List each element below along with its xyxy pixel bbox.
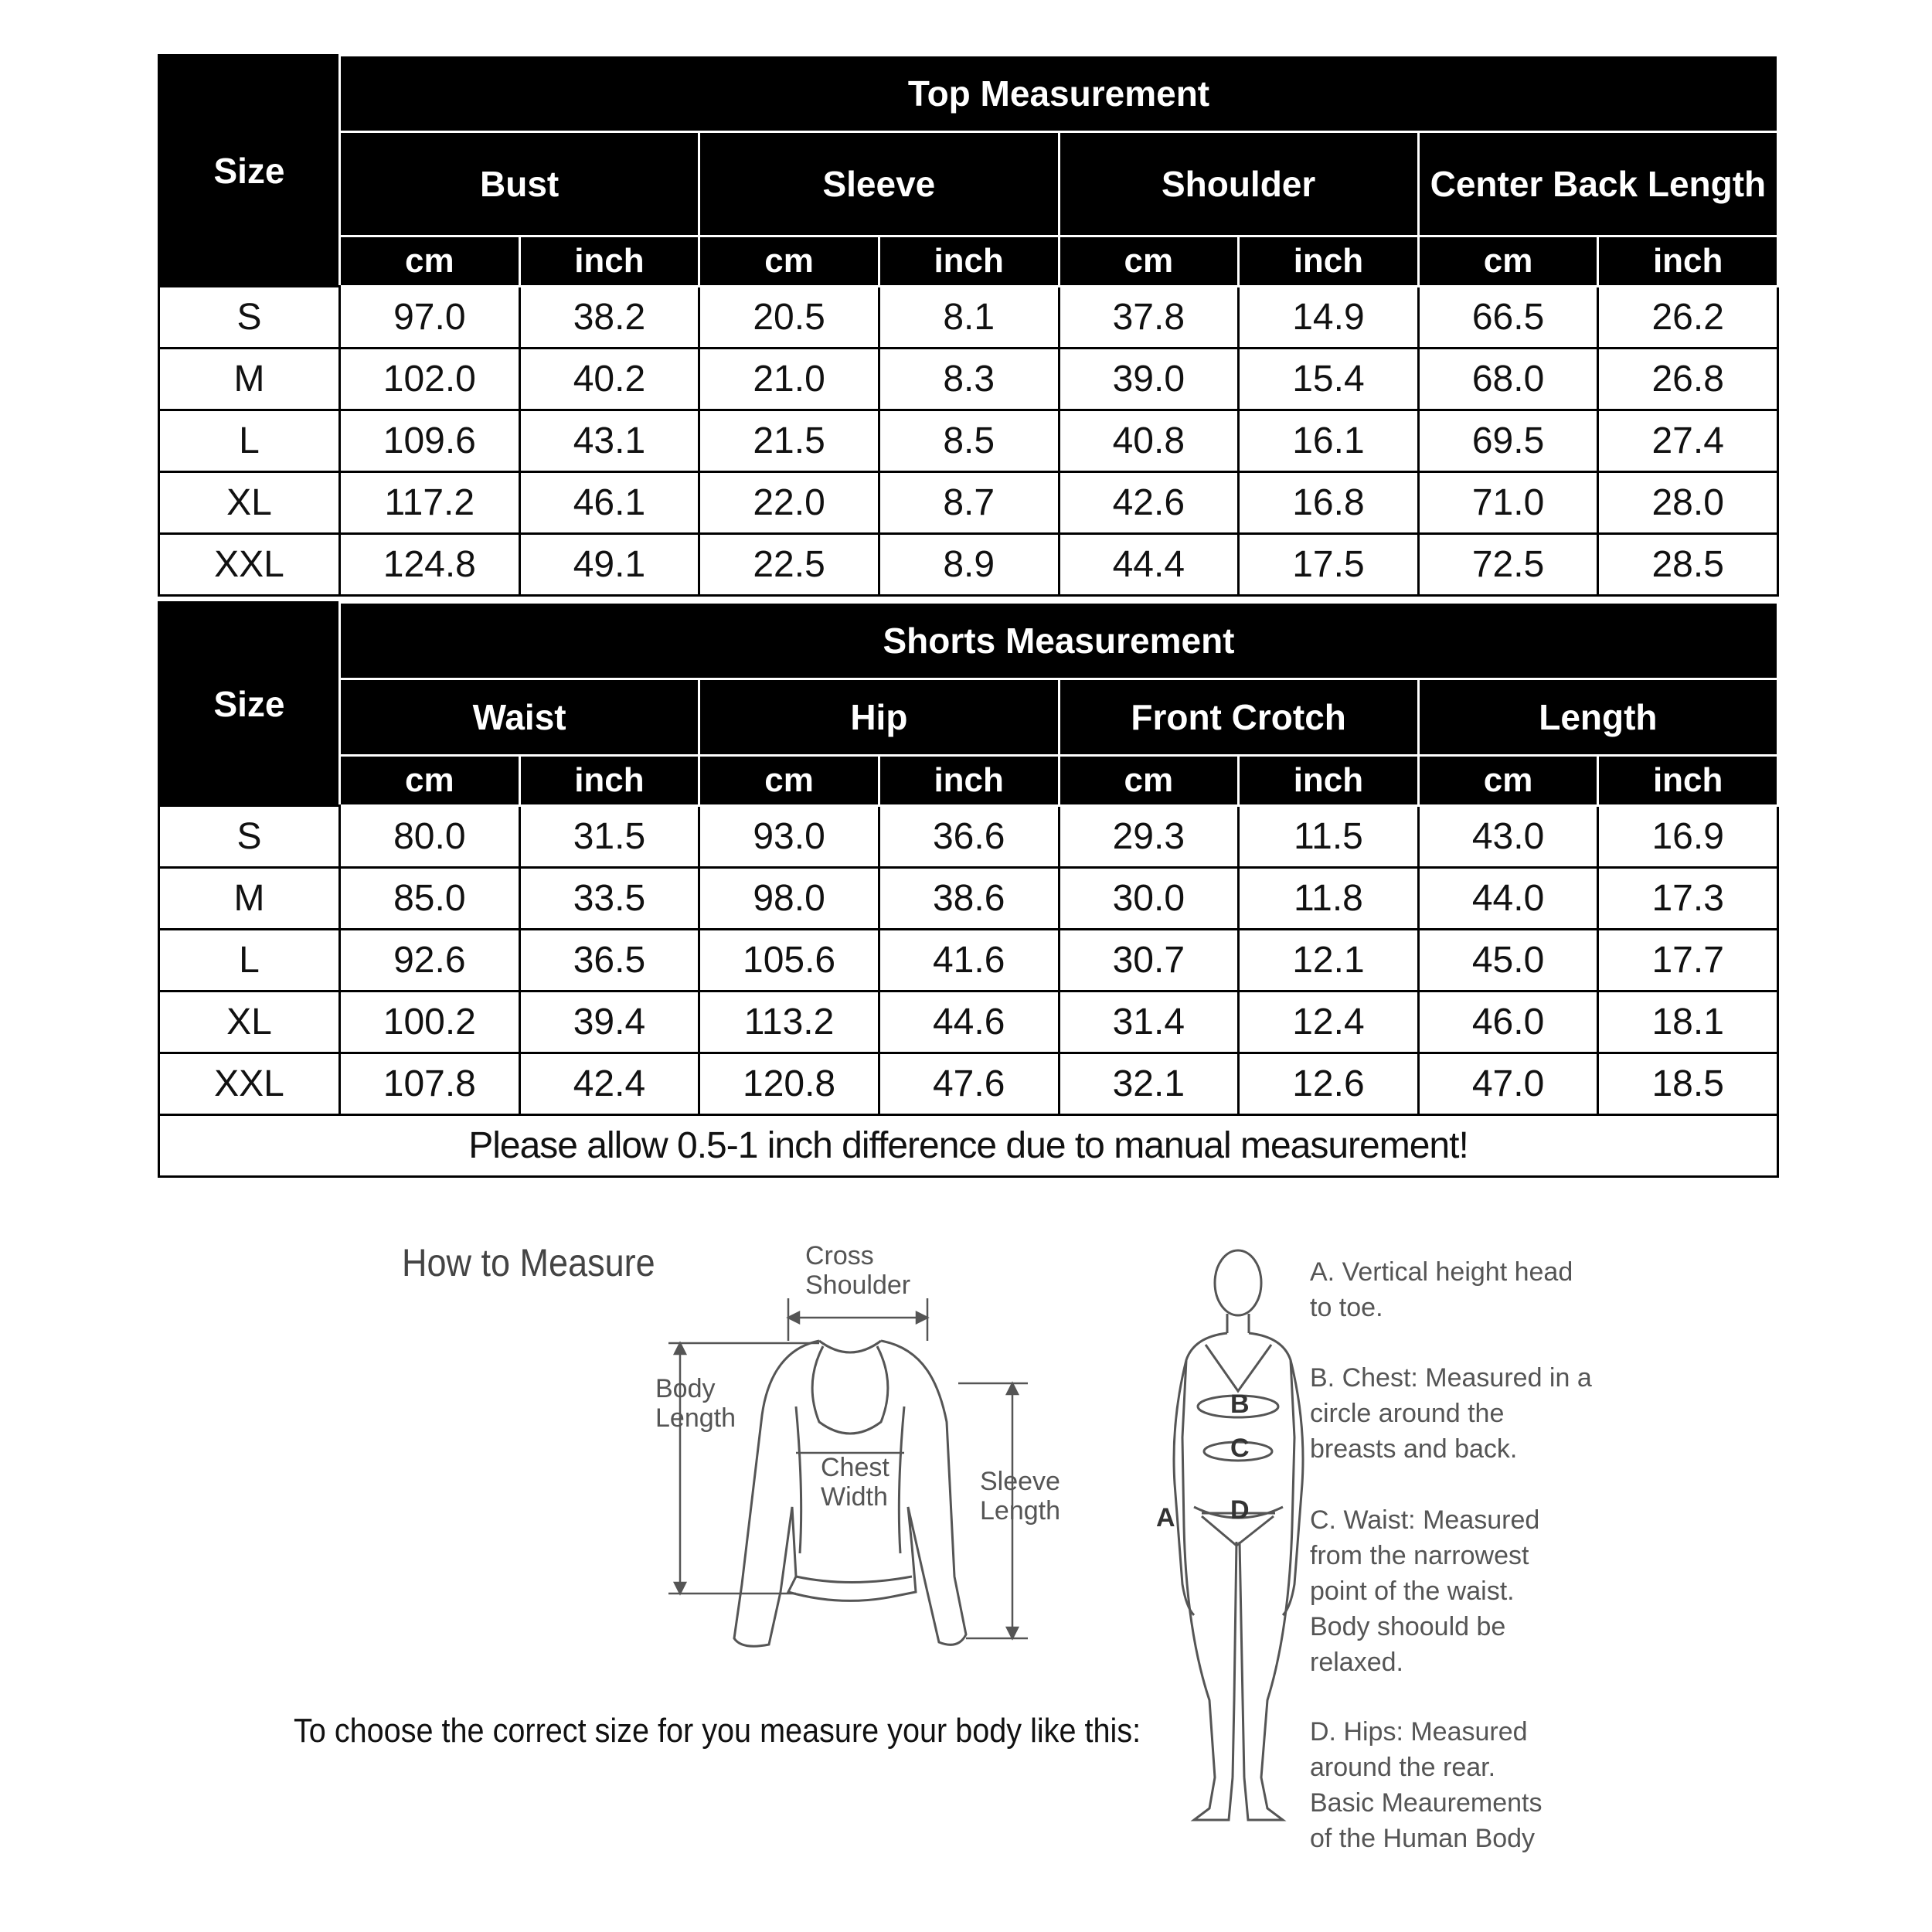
value-cell: 8.1 xyxy=(879,287,1059,349)
group-header-hip: Hip xyxy=(699,679,1059,756)
value-cell: 44.6 xyxy=(879,992,1059,1053)
unit-header: inch xyxy=(1239,236,1419,287)
value-cell: 46.0 xyxy=(1418,992,1598,1053)
unit-header: cm xyxy=(1418,236,1598,287)
value-cell: 37.8 xyxy=(1059,287,1239,349)
value-cell: 22.0 xyxy=(699,472,879,534)
unit-header: inch xyxy=(879,756,1059,806)
group-header-center-back-length: Center Back Length xyxy=(1418,132,1777,236)
size-cell: XXL xyxy=(159,1053,340,1115)
value-cell: 42.4 xyxy=(519,1053,699,1115)
group-header-length: Length xyxy=(1418,679,1777,756)
value-cell: 120.8 xyxy=(699,1053,879,1115)
group-header-front-crotch: Front Crotch xyxy=(1059,679,1418,756)
human-figure-illustration xyxy=(1174,1250,1303,1820)
value-cell: 17.5 xyxy=(1239,534,1419,596)
value-cell: 45.0 xyxy=(1418,930,1598,992)
unit-header: inch xyxy=(519,756,699,806)
size-cell: XL xyxy=(159,472,340,534)
value-cell: 69.5 xyxy=(1418,410,1598,472)
body-length-label: Body Length xyxy=(655,1374,736,1433)
value-cell: 27.4 xyxy=(1598,410,1778,472)
size-cell: S xyxy=(159,806,340,868)
measurement-note: Please allow 0.5-1 inch difference due to manual measurement! xyxy=(159,1115,1778,1177)
value-cell: 17.7 xyxy=(1598,930,1778,992)
value-cell: 11.5 xyxy=(1239,806,1419,868)
unit-header: inch xyxy=(879,236,1059,287)
value-cell: 44.4 xyxy=(1059,534,1239,596)
how-to-measure-title: How to Measure xyxy=(402,1241,655,1284)
group-header-shoulder: Shoulder xyxy=(1059,132,1418,236)
unit-header: inch xyxy=(1598,236,1778,287)
figure-letter-b: B xyxy=(1230,1389,1250,1419)
group-header-waist: Waist xyxy=(340,679,699,756)
value-cell: 8.7 xyxy=(879,472,1059,534)
value-cell: 40.8 xyxy=(1059,410,1239,472)
value-cell: 31.5 xyxy=(519,806,699,868)
unit-header: inch xyxy=(519,236,699,287)
value-cell: 71.0 xyxy=(1418,472,1598,534)
value-cell: 113.2 xyxy=(699,992,879,1053)
value-cell: 22.5 xyxy=(699,534,879,596)
value-cell: 21.0 xyxy=(699,349,879,410)
size-cell: L xyxy=(159,410,340,472)
size-cell: L xyxy=(159,930,340,992)
value-cell: 39.4 xyxy=(519,992,699,1053)
value-cell: 31.4 xyxy=(1059,992,1239,1053)
table-title: Top Measurement xyxy=(340,56,1778,132)
value-cell: 20.5 xyxy=(699,287,879,349)
unit-header: cm xyxy=(1059,236,1239,287)
value-cell: 98.0 xyxy=(699,868,879,930)
figure-letter-a: A xyxy=(1156,1503,1175,1532)
value-cell: 102.0 xyxy=(340,349,520,410)
value-cell: 21.5 xyxy=(699,410,879,472)
value-cell: 80.0 xyxy=(340,806,520,868)
value-cell: 8.5 xyxy=(879,410,1059,472)
value-cell: 28.0 xyxy=(1598,472,1778,534)
unit-header: cm xyxy=(1059,756,1239,806)
value-cell: 46.1 xyxy=(519,472,699,534)
value-cell: 30.7 xyxy=(1059,930,1239,992)
value-cell: 33.5 xyxy=(519,868,699,930)
value-cell: 12.1 xyxy=(1239,930,1419,992)
value-cell: 44.0 xyxy=(1418,868,1598,930)
value-cell: 18.5 xyxy=(1598,1053,1778,1115)
value-cell: 38.2 xyxy=(519,287,699,349)
sleeve-length-label: Sleeve Length xyxy=(980,1467,1060,1526)
figure-letter-c: C xyxy=(1230,1434,1250,1463)
value-cell: 92.6 xyxy=(340,930,520,992)
size-cell: XXL xyxy=(159,534,340,596)
value-cell: 18.1 xyxy=(1598,992,1778,1053)
value-cell: 105.6 xyxy=(699,930,879,992)
value-cell: 17.3 xyxy=(1598,868,1778,930)
value-cell: 93.0 xyxy=(699,806,879,868)
value-cell: 8.3 xyxy=(879,349,1059,410)
value-cell: 68.0 xyxy=(1418,349,1598,410)
value-cell: 36.6 xyxy=(879,806,1059,868)
value-cell: 14.9 xyxy=(1239,287,1419,349)
value-cell: 107.8 xyxy=(340,1053,520,1115)
value-cell: 28.5 xyxy=(1598,534,1778,596)
legend-item-b: B. Chest: Measured in a circle around the breasts and back. xyxy=(1310,1363,1592,1464)
legend-item-c: C. Waist: Measured from the narrowest point of the waist. Body shoould be relaxed. xyxy=(1310,1505,1540,1677)
figure-letter-d: D xyxy=(1230,1495,1250,1525)
value-cell: 43.0 xyxy=(1418,806,1598,868)
value-cell: 29.3 xyxy=(1059,806,1239,868)
table-title: Shorts Measurement xyxy=(340,603,1778,679)
unit-header: inch xyxy=(1239,756,1419,806)
size-cell: M xyxy=(159,349,340,410)
value-cell: 12.6 xyxy=(1239,1053,1419,1115)
size-cell: S xyxy=(159,287,340,349)
value-cell: 15.4 xyxy=(1239,349,1419,410)
size-cell: XL xyxy=(159,992,340,1053)
value-cell: 109.6 xyxy=(340,410,520,472)
unit-header: cm xyxy=(699,236,879,287)
value-cell: 16.8 xyxy=(1239,472,1419,534)
value-cell: 12.4 xyxy=(1239,992,1419,1053)
size-column-header: Size xyxy=(159,603,340,806)
measure-instruction: To choose the correct size for you measure your body like this: xyxy=(294,1712,1141,1750)
group-header-sleeve: Sleeve xyxy=(699,132,1059,236)
value-cell: 26.2 xyxy=(1598,287,1778,349)
value-cell: 66.5 xyxy=(1418,287,1598,349)
value-cell: 49.1 xyxy=(519,534,699,596)
value-cell: 47.0 xyxy=(1418,1053,1598,1115)
legend-item-a: A. Vertical height head to toe. xyxy=(1310,1257,1573,1322)
value-cell: 40.2 xyxy=(519,349,699,410)
size-cell: M xyxy=(159,868,340,930)
cross-shoulder-label: Cross Shoulder xyxy=(805,1241,911,1300)
group-header-bust: Bust xyxy=(340,132,699,236)
value-cell: 85.0 xyxy=(340,868,520,930)
value-cell: 39.0 xyxy=(1059,349,1239,410)
unit-header: inch xyxy=(1598,756,1778,806)
value-cell: 47.6 xyxy=(879,1053,1059,1115)
legend-item-d: D. Hips: Measured around the rear. Basic Meaurements of the Human Body xyxy=(1310,1717,1543,1853)
value-cell: 16.1 xyxy=(1239,410,1419,472)
unit-header: cm xyxy=(340,236,520,287)
value-cell: 26.8 xyxy=(1598,349,1778,410)
value-cell: 124.8 xyxy=(340,534,520,596)
size-column-header: Size xyxy=(159,56,340,287)
unit-header: cm xyxy=(340,756,520,806)
value-cell: 43.1 xyxy=(519,410,699,472)
value-cell: 16.9 xyxy=(1598,806,1778,868)
value-cell: 41.6 xyxy=(879,930,1059,992)
unit-header: cm xyxy=(699,756,879,806)
value-cell: 117.2 xyxy=(340,472,520,534)
value-cell: 100.2 xyxy=(340,992,520,1053)
unit-header: cm xyxy=(1418,756,1598,806)
value-cell: 97.0 xyxy=(340,287,520,349)
value-cell: 8.9 xyxy=(879,534,1059,596)
value-cell: 72.5 xyxy=(1418,534,1598,596)
value-cell: 30.0 xyxy=(1059,868,1239,930)
value-cell: 32.1 xyxy=(1059,1053,1239,1115)
value-cell: 38.6 xyxy=(879,868,1059,930)
value-cell: 42.6 xyxy=(1059,472,1239,534)
value-cell: 36.5 xyxy=(519,930,699,992)
chest-width-label: Chest Width xyxy=(821,1453,889,1512)
value-cell: 11.8 xyxy=(1239,868,1419,930)
